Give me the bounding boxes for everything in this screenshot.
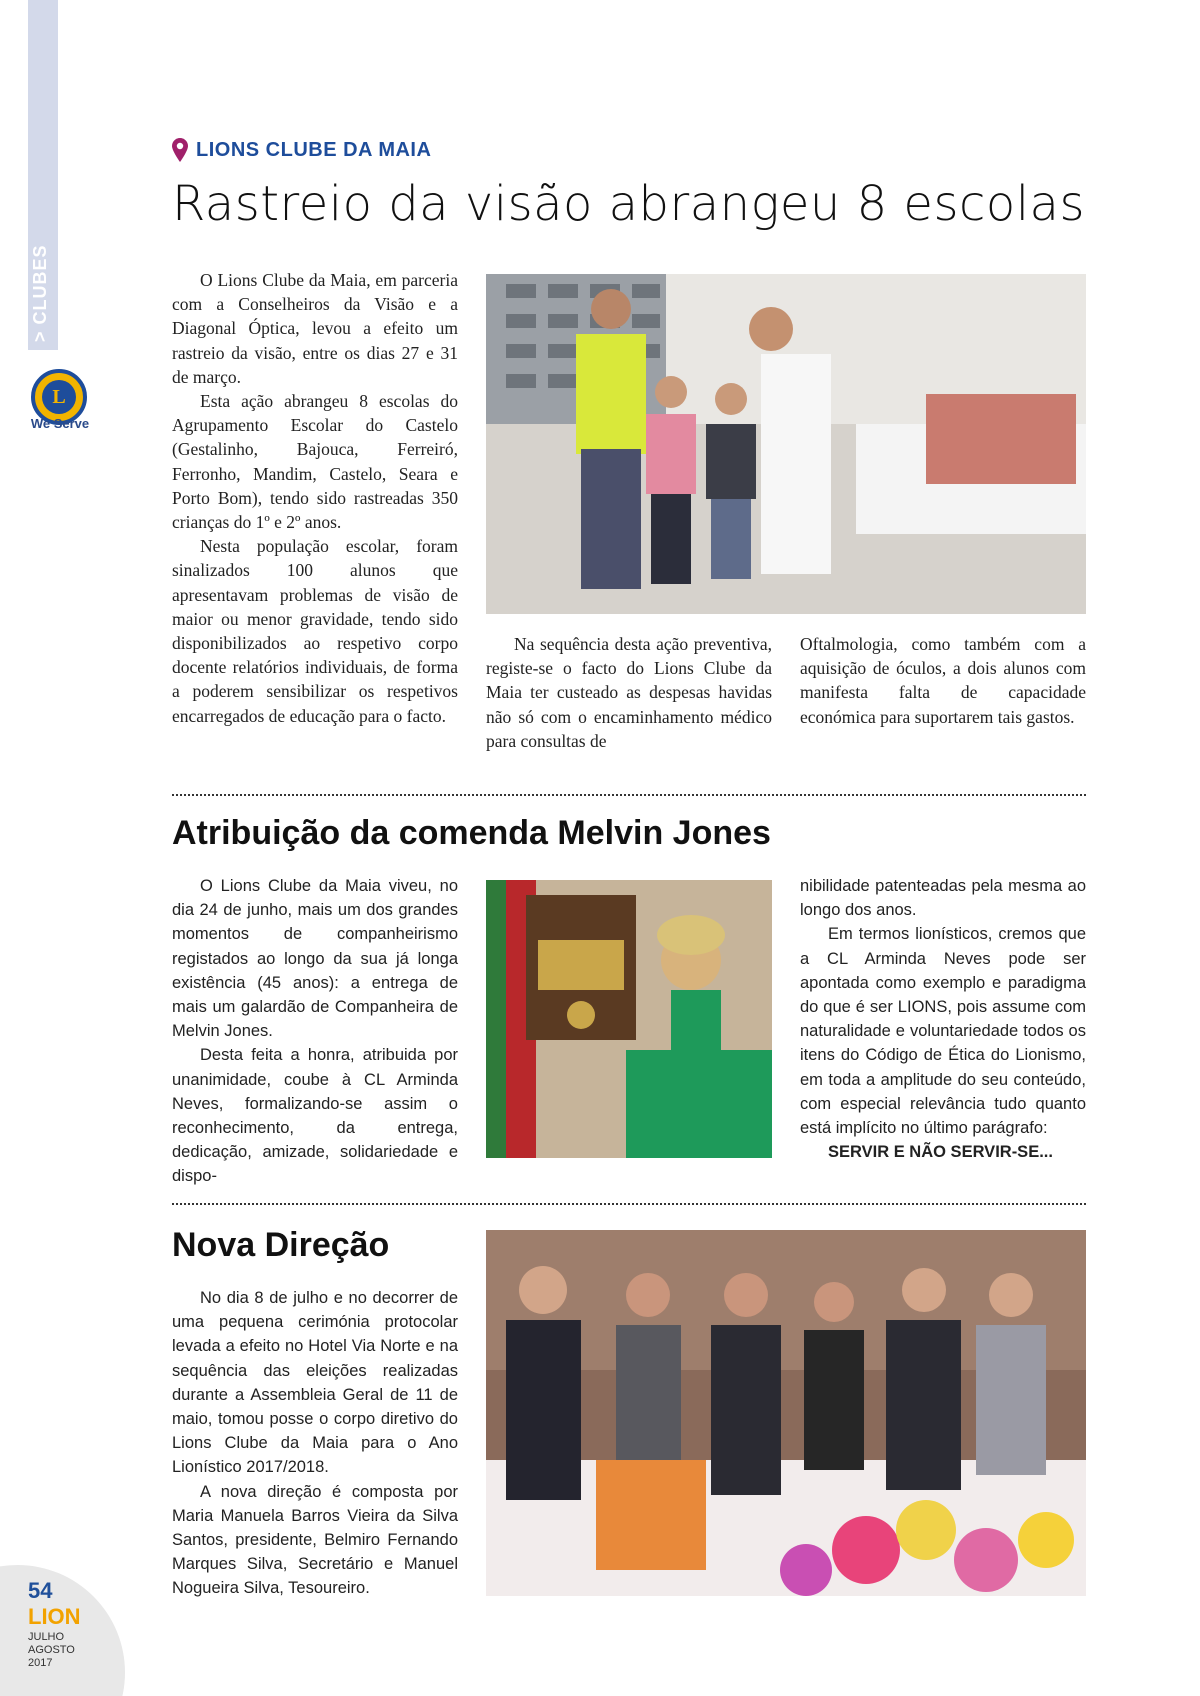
article2-title: Atribuição da comenda Melvin Jones [172, 814, 771, 852]
article1-title: Rastreio da visão abrangeu 8 escolas [172, 176, 1085, 232]
section-label: > CLUBES [30, 244, 50, 342]
motto: SERVIR E NÃO SERVIR-SE... [828, 1143, 1053, 1162]
article3-title: Nova Direção [172, 1226, 390, 1264]
paragraph: O Lions Clube da Maia, em parceria com a Conselheiros da Visão e a Diagonal Óptica, levou a efeito um rastreio da visão, entre os dias 27 e 31 de março. [172, 270, 458, 387]
tagline: We Serve [30, 416, 90, 431]
location-pin-icon [172, 138, 188, 162]
magazine-name: LION [28, 1604, 81, 1629]
article2-col1 [172, 874, 458, 1189]
paragraph: Na sequência desta ação preventiva, registe-se o facto do Lions Clube da Maia ter custeado as despesas havidas não só com o encaminhamento médico para consultas de [486, 634, 772, 751]
paragraph: A nova direção é composta por Maria Manuela Barros Vieira da Silva Santos, presidente, Belmiro Fernando Marques Silva, Secretário e Manuel Nogueira Silva, Tesoureiro. [172, 1482, 458, 1598]
issue-year: 2017 [28, 1657, 53, 1669]
article1-col2 [486, 632, 772, 753]
photo-melvin-jones-award [486, 880, 772, 1158]
issue-month-2: AGOSTO [28, 1644, 75, 1656]
section-divider [172, 794, 1086, 796]
club-name: LIONS CLUBE DA MAIA [196, 138, 432, 161]
club-heading [172, 138, 431, 162]
paragraph: Nesta população escolar, foram sinalizados 100 alunos que apresentavam problemas de visão de maior ou menor gravidade, tendo sido disponibilizados ao respetivo corpo docente relatórios individuais, de forma a poderem sensibilizar os respetivos encarregados de educação para o facto. [172, 536, 458, 726]
svg-text:L: L [52, 386, 66, 408]
paragraph: Em termos lionísticos, cremos que a CL Arminda Neves pode ser apontada como exemplo e paradigma do que é ser LIONS, pois assume com naturalidade e voluntariedade todos os itens do Código de Ética do Lionismo, em toda a amplitude do seu conteúdo, com especial relevância tudo quanto está implícito no último parágrafo: [800, 925, 1086, 1138]
photo-new-board [486, 1230, 1086, 1596]
page-number: 54 [28, 1578, 53, 1603]
paragraph: No dia 8 de julho e no decorrer de uma pequena cerimónia protocolar levada a efeito no Hotel Via Norte e na sequência das eleições realizadas durante a Assembleia Geral de 11 de maio, tomou posse o corpo diretivo do Lions Clube da Maia para o Ano Lionístico 2017/2018. [172, 1289, 458, 1477]
issue-month-1: JULHO [28, 1631, 65, 1643]
paragraph: Esta ação abrangeu 8 escolas do Agrupamento Escolar do Castelo (Gestalinho, Bajouca, Ferreiró, Ferronho, Mandim, Castelo, Seara e Porto Bom), tendo sido rastreadas 350 crianças do 1º e 2º anos. [172, 391, 458, 533]
article2-col3 [800, 874, 1086, 1164]
article3-col1 [172, 1286, 458, 1601]
article1-col3 [800, 632, 1086, 729]
photo-eye-screening [486, 274, 1086, 614]
paragraph: Desta feita a honra, atribuida por unanimidade, coube à CL Arminda Neves, formalizando-se assim o reconhecimento, da entrega, dedicação, amizade, solidariedade e dispo- [172, 1046, 458, 1186]
paragraph: Oftalmologia, como também com a aquisição de óculos, a dois alunos com manifesta falta de capacidade económica para suportarem tais gastos. [800, 634, 1086, 727]
article1-col1 [172, 268, 458, 728]
paragraph: nibilidade patenteadas pela mesma ao longo dos anos. [800, 877, 1086, 920]
paragraph: O Lions Clube da Maia viveu, no dia 24 de junho, mais um dos grandes momentos de companheirismo registados ao longo da sua já longa existência (45 anos): a entrega de mais um galardão de Companheira de Melvin Jones. [172, 877, 458, 1041]
section-divider [172, 1203, 1086, 1205]
